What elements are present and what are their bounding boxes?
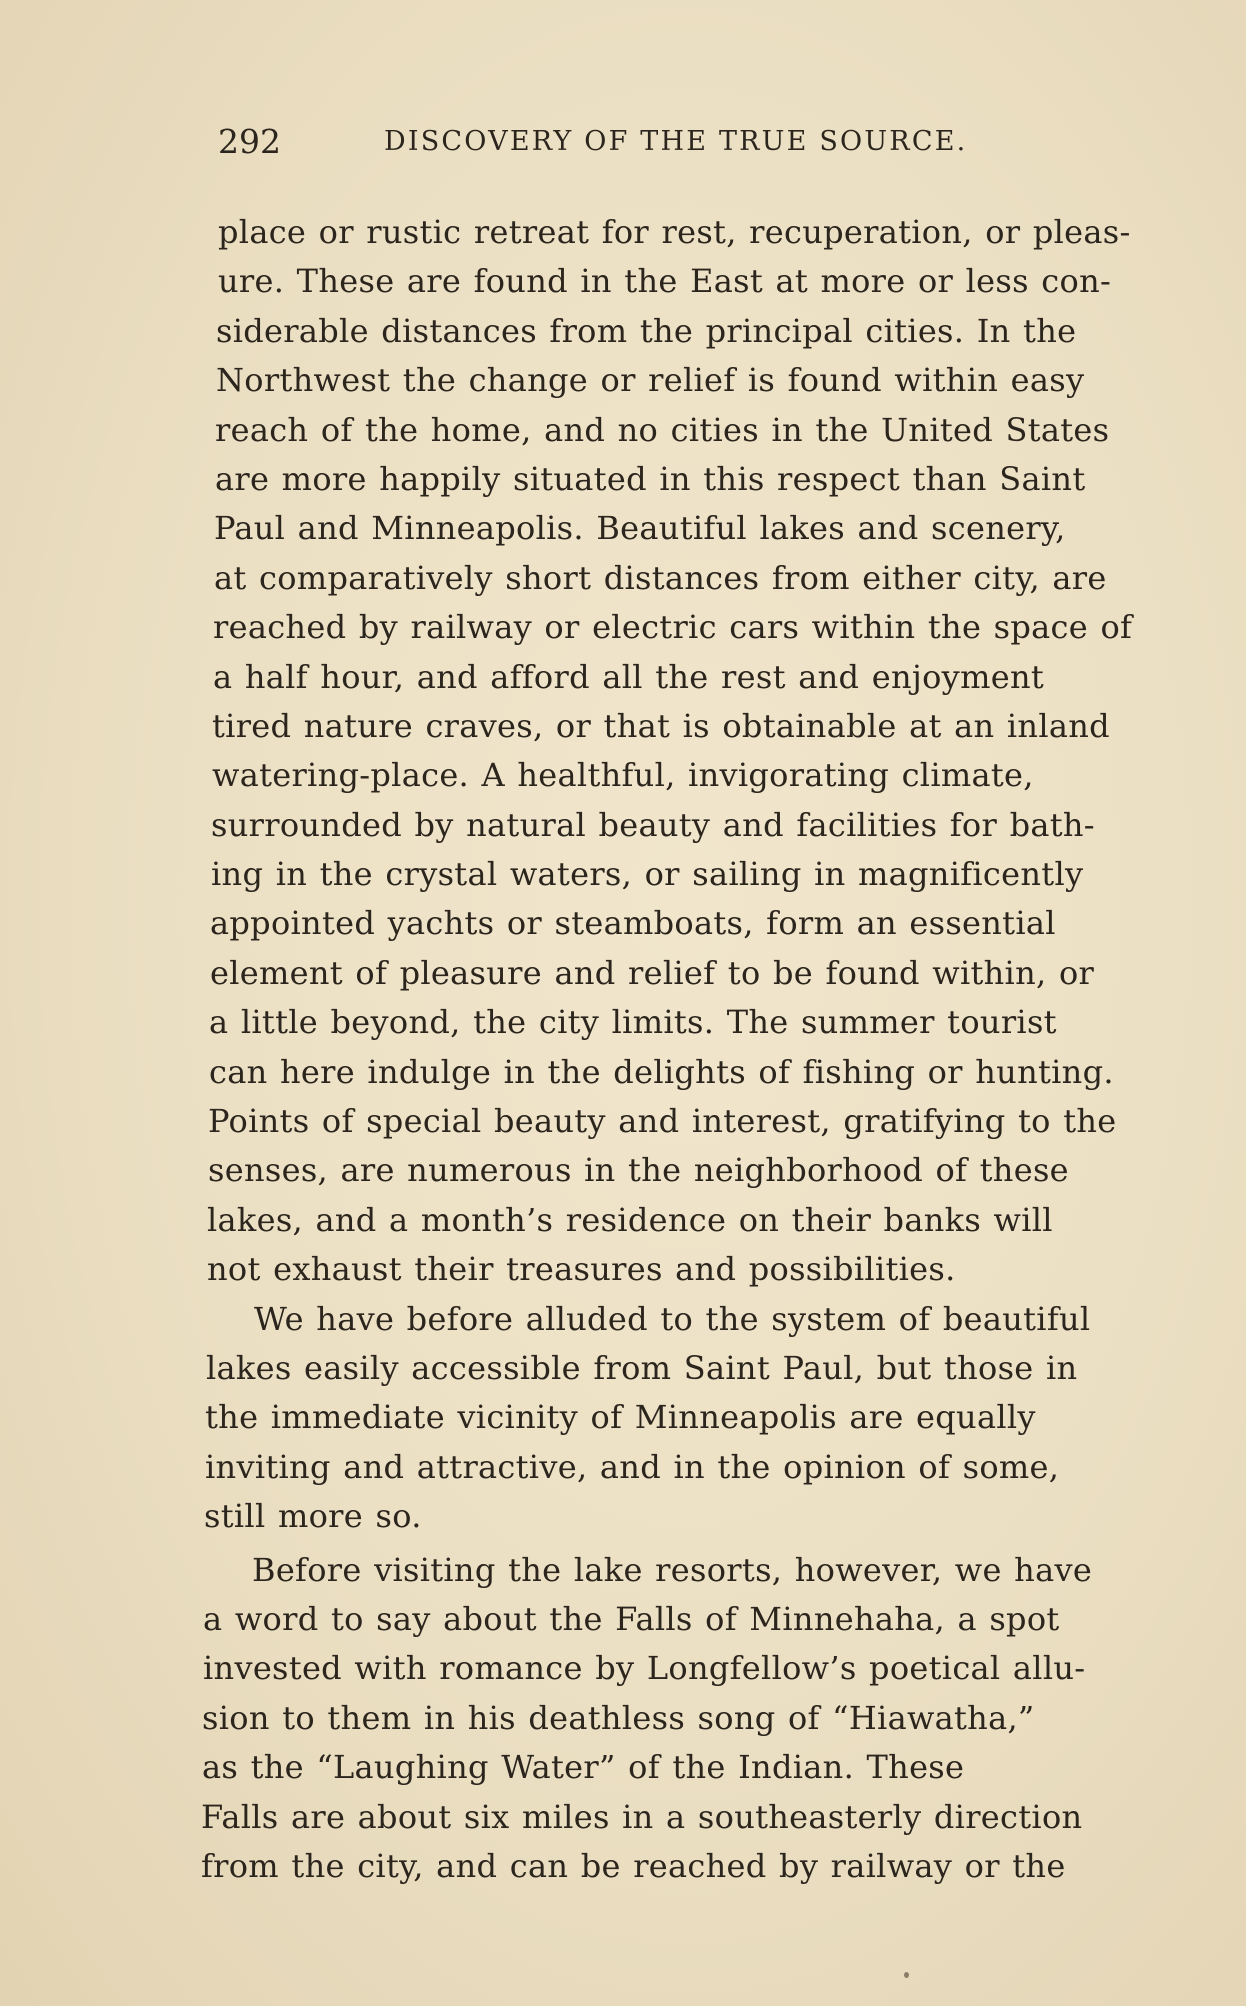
text-line: siderable distances from the principal cities. In the [216,311,1077,350]
text-line: place or rustic retreat for rest, recuperation, or pleas- [218,213,1131,251]
running-head: DISCOVERY OF THE TRUE SOURCE. [384,126,968,157]
text-line: can here indulge in the delights of fishing or hunting. [209,1052,1114,1091]
text-line: lakes easily accessible from Saint Paul, but those in [206,1348,1078,1387]
text-line: tired nature craves, or that is obtainable at an inland [212,706,1110,745]
text-line: not exhaust their treasures and possibilities. [207,1250,956,1289]
text-line: Falls are about six miles in a southeasterly direction [201,1797,1083,1836]
text-line: reached by railway or electric cars within the space of [213,608,1133,647]
text-line: Before visiting the lake resorts, however, we have [252,1550,1093,1589]
text-line: a word to say about the Falls of Minnehaha, a spot [203,1599,1060,1638]
text-line: Points of special beauty and interest, gratifying to the [208,1102,1117,1141]
text-line: sion to them in his deathless song of “Hiawatha,” [202,1698,1035,1737]
text-line: lakes, and a month’s residence on their banks will [207,1200,1053,1239]
body-text [201,208,1176,1891]
text-line: the immediate vicinity of Minneapolis are equally [205,1398,1036,1437]
text-line: a little beyond, the city limits. The summer tourist [209,1003,1057,1042]
text-line: appointed yachts or steamboats, form an essential [210,904,1056,943]
text-line: inviting and attractive, and in the opinion of some, [205,1447,1060,1486]
text-line: Northwest the change or relief is found within easy [216,361,1085,400]
page-header [218,118,1018,162]
text-line: invested with romance by Longfellow’s poetical allu- [203,1649,1086,1688]
page-number: 292 [218,122,281,161]
text-line: a half hour, and afford all the rest and enjoyment [213,657,1045,696]
text-line: element of pleasure and relief to be found within, or [210,953,1095,992]
text-line: surrounded by natural beauty and facilities for bath- [211,805,1095,844]
text-line: Paul and Minneapolis. Beautiful lakes and scenery, [214,509,1066,548]
text-line: ing in the crystal waters, or sailing in magnificently [211,855,1084,894]
text-line: at comparatively short distances from either city, are [214,558,1107,597]
ink-speck [904,1972,909,1978]
text-line: still more so. [204,1497,422,1536]
text-line: We have before alluded to the system of beautiful [254,1299,1091,1338]
text-line: ure. These are found in the East at more or less con- [218,262,1112,301]
text-line: senses, are numerous in the neighborhood of these [208,1151,1069,1190]
text-line: are more happily situated in this respect than Saint [215,459,1086,498]
text-line: from the city, and can be reached by railway or the [201,1846,1066,1885]
text-line: as the “Laughing Water” of the Indian. These [202,1748,965,1787]
text-line: watering-place. A healthful, invigorating climate, [212,756,1034,795]
text-line: reach of the home, and no cities in the United States [215,410,1110,449]
